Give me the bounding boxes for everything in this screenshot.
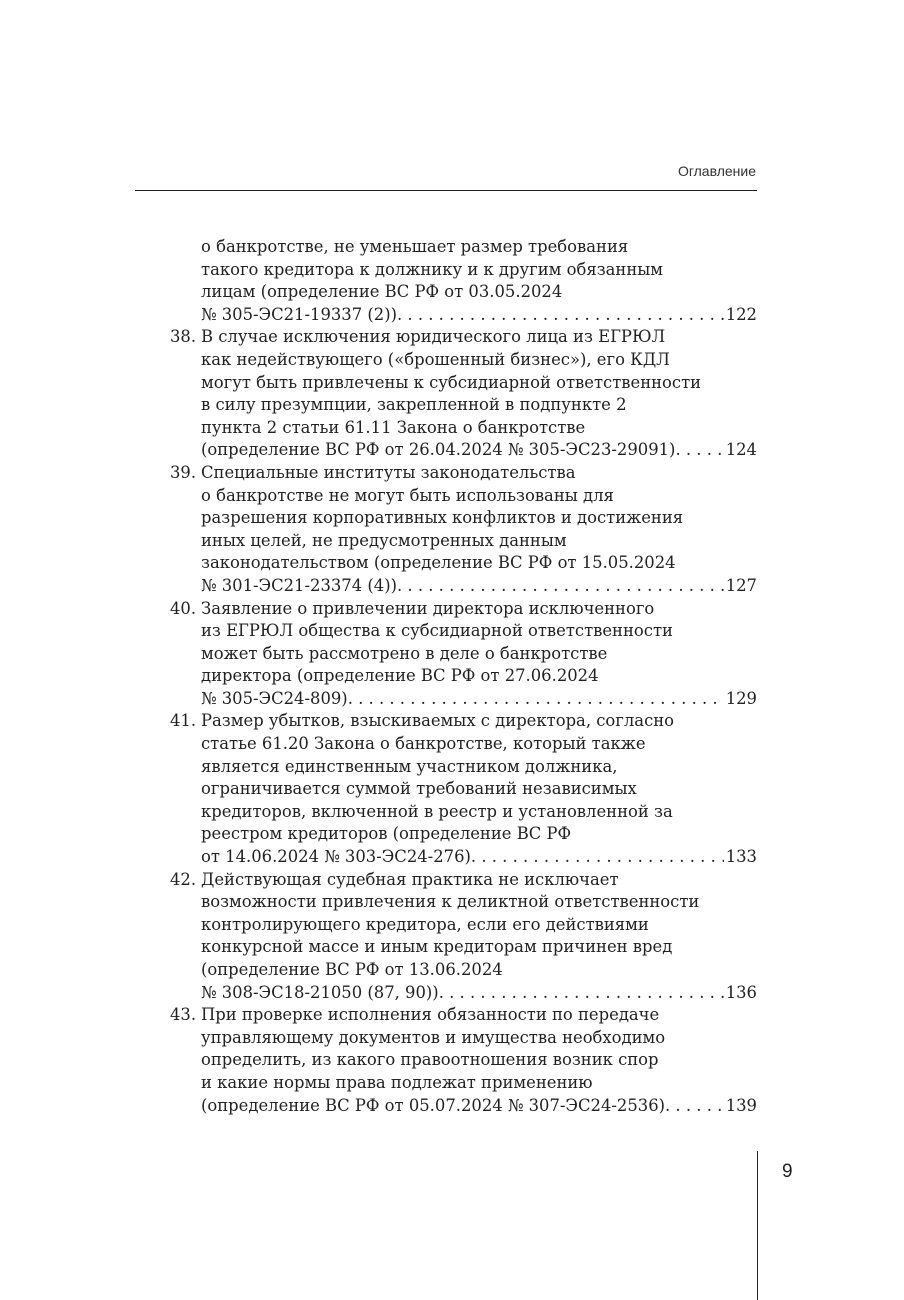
toc-entry-text-line: статье 61.20 Закона о банкротстве, который также — [201, 734, 646, 754]
toc-entry-text-line: из ЕГРЮЛ общества к субсидиарной ответственности — [201, 621, 673, 641]
toc-entry-text-line: Специальные институты законодательства — [201, 462, 576, 482]
toc-page-number[interactable]: 133 — [725, 847, 757, 867]
toc-entry[interactable] — [170, 1004, 757, 1117]
toc-entry-number: 39. — [170, 462, 197, 482]
toc-entry-text-line: иных целей, не предусмотренных данным — [201, 530, 567, 550]
toc-entry-last-line — [201, 575, 757, 598]
toc-entry-number: 40. — [170, 598, 197, 618]
toc-entry-text-line: как недействующего («брошенный бизнес»), его КДЛ — [201, 349, 670, 369]
toc-entry-last-line — [201, 846, 757, 869]
dot-leader — [439, 982, 724, 1005]
toc-page-number[interactable]: 129 — [725, 688, 757, 708]
toc-entry-text-line: При проверке исполнения обязанности по передаче — [201, 1005, 660, 1025]
toc-entry-text-line: № 305-ЭС24-809) — [201, 688, 348, 708]
toc-entry-text-line: лицам (определение ВС РФ от 03.05.2024 — [201, 282, 563, 302]
toc-entry-text-line: о банкротстве не могут быть использованы для — [201, 485, 614, 505]
toc-entry-text-line: законодательством (определение ВС РФ от 15.05.2024 — [201, 553, 676, 573]
toc-entry-text-line: в силу презумпции, закрепленной в подпункте 2 — [201, 395, 627, 415]
toc-entry-text-line: кредиторов, включенной в реестр и установленной за — [201, 801, 673, 821]
toc-entry-text-line: возможности привлечения к деликтной ответственности — [201, 892, 700, 912]
toc-entry-text-line: реестром кредиторов (определение ВС РФ — [201, 824, 572, 844]
toc-entry-text-line: конкурсной массе и иным кредиторам причинен вред — [201, 937, 673, 957]
toc-entry-text-line: № 301-ЭС21-23374 (4)) — [201, 575, 397, 595]
toc-entry[interactable] — [170, 710, 757, 868]
dot-leader — [471, 846, 724, 869]
toc-page-number[interactable]: 136 — [725, 982, 757, 1002]
toc-page-number[interactable]: 127 — [725, 575, 757, 595]
toc-page-number[interactable]: 124 — [725, 440, 757, 460]
toc-entry-text-line: Действующая судебная практика не исключает — [201, 869, 619, 889]
toc-page-number[interactable]: 139 — [725, 1095, 757, 1115]
toc-entry-text-line: (определение ВС РФ от 05.07.2024 № 307-ЭС24-2536) — [201, 1095, 666, 1115]
toc-entry-text-line: ограничивается суммой требований независимых — [201, 779, 637, 799]
running-title: Оглавление — [677, 163, 756, 179]
header-rule — [135, 190, 757, 191]
toc-entry-text-line: от 14.06.2024 № 303-ЭС24-276) — [201, 847, 471, 867]
toc-entry[interactable] — [170, 869, 757, 1005]
toc-entry-text-line: такого кредитора к должнику и к другим обязанным — [201, 259, 664, 279]
toc-entry-text-line: управляющему документов и имущества необходимо — [201, 1027, 666, 1047]
toc-entry-last-line — [201, 982, 757, 1005]
toc-entry[interactable] — [170, 326, 757, 462]
dot-leader — [397, 304, 724, 327]
dot-leader — [397, 575, 724, 598]
toc-entry-last-line — [201, 304, 757, 327]
toc-entry-text-line: контролирующего кредитора, если его действиями — [201, 914, 649, 934]
toc-entry-last-line — [201, 439, 757, 462]
toc-entry-text-line: и какие нормы права подлежат применению — [201, 1072, 593, 1092]
toc-entry-text-line: директора (определение ВС РФ от 27.06.2024 — [201, 666, 599, 686]
dot-leader — [675, 439, 723, 462]
toc-entry-text-line: (определение ВС РФ от 26.04.2024 № 305-ЭС23-29091) — [201, 440, 676, 460]
toc-entry-text-line: может быть рассмотрено в деле о банкротстве — [201, 643, 608, 663]
toc-entry[interactable] — [170, 462, 757, 598]
toc-entry[interactable] — [170, 236, 757, 326]
toc-entry-text-line: является единственным участником должника, — [201, 756, 618, 776]
toc-entry-text-line: В случае исключения юридического лица из ЕГРЮЛ — [201, 327, 666, 347]
toc-entry-number: 41. — [170, 711, 197, 731]
toc-entry[interactable] — [170, 598, 757, 711]
toc-entry-text-line: разрешения корпоративных конфликтов и достижения — [201, 508, 684, 528]
toc-entry-number: 42. — [170, 869, 197, 889]
toc-entry-number: 38. — [170, 327, 197, 347]
toc-entry-text-line: могут быть привлечены к субсидиарной ответственности — [201, 372, 702, 392]
toc-entry-text-line: пункта 2 статьи 61.11 Закона о банкротстве — [201, 417, 586, 437]
table-of-contents — [170, 236, 757, 1117]
page-number: 9 — [782, 1161, 793, 1182]
dot-leader — [665, 1095, 724, 1118]
toc-entry-text-line: Заявление о привлечении директора исключенного — [201, 598, 655, 618]
toc-entry-number: 43. — [170, 1005, 197, 1025]
toc-page-number[interactable]: 122 — [725, 304, 757, 324]
toc-entry-text-line: № 308-ЭС18-21050 (87, 90)) — [201, 982, 439, 1002]
toc-entry-text-line: о банкротстве, не уменьшает размер требования — [201, 237, 629, 256]
toc-entry-text-line: (определение ВС РФ от 13.06.2024 — [201, 960, 503, 979]
toc-entry-text-line: Размер убытков, взыскиваемых с директора, согласно — [201, 711, 675, 731]
toc-entry-text-line: определить, из какого правоотношения возник спор — [201, 1050, 659, 1070]
toc-entry-text-line: № 305-ЭС21-19337 (2)) — [201, 304, 397, 324]
toc-entry-last-line — [201, 1095, 757, 1118]
dot-leader — [348, 688, 724, 711]
margin-rule — [757, 1151, 758, 1300]
toc-entry-last-line — [201, 688, 757, 711]
